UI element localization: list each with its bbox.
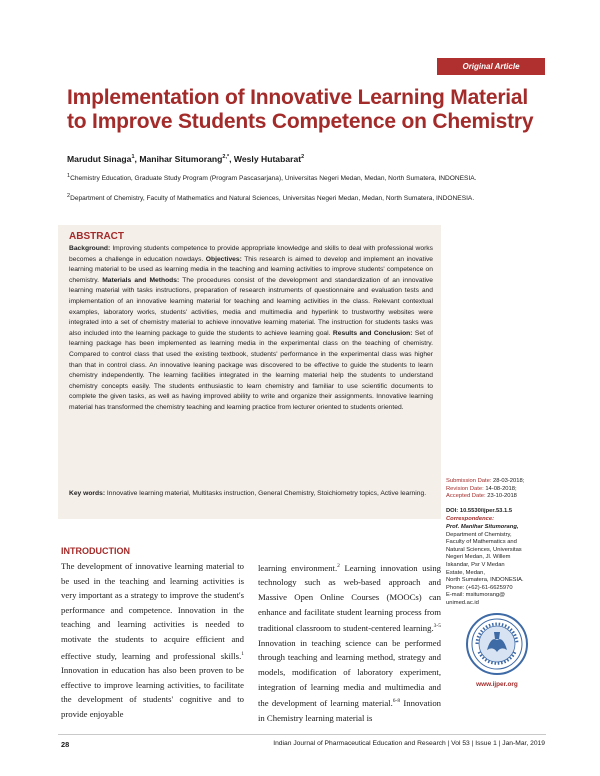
address-line: Natural Sciences, Universitas	[446, 546, 522, 553]
paragraph-text: learning environment.	[258, 562, 338, 573]
keywords	[69, 489, 433, 500]
introduction-column-2	[258, 559, 441, 725]
paragraph-text: Innovation in teaching science can be performed through teaching and learning method, strategy and models, modification of laboratory experiment, integration of learning media and multimedia and the development of learning material.	[258, 637, 441, 709]
paragraph-text: The development of innovative learning material to be used in the teaching and learning activities is very important as a strategy to improve the student's performance and competence. Innovation in the teaching and learning activities is needed to motivate the students to acquire efficient and effective study, learning and professional skills.	[61, 561, 244, 661]
email-line[interactable]: unimed.ac.id	[446, 599, 479, 606]
submission-date: 28-03-2018;	[491, 478, 525, 484]
paragraph-text: Learning innovation using technology such as web-based approach and Massive Open Online Courses (MOOCs) can enhance and facilitate student learning process from traditional classroom to student-centered learning.	[258, 562, 442, 634]
address-line: Iskandar, Psr V Medan	[446, 561, 505, 568]
accepted-label: Accepted Date:	[446, 493, 486, 500]
author-affiliation-mark: 2	[301, 154, 305, 161]
abstract-heading: ABSTRACT	[69, 231, 124, 242]
affiliation-mark: 2	[67, 193, 71, 199]
revision-date: 14-08-2018;	[483, 485, 517, 492]
paragraph-text: Innovation in education has also been proven to be effective to improve learning activities, to facilitate the development of students' cognitive and to provide enjoyable	[61, 665, 244, 719]
footer-divider	[58, 734, 546, 735]
paragraph-text: Innovation in Chemistry learning material is	[258, 698, 442, 723]
article-dates	[446, 478, 546, 501]
revision-label: Revision Date:	[446, 485, 484, 492]
phone-line: Phone: (+62)-61-6625970	[446, 584, 513, 591]
abstract-results-label: Results and Conclusion:	[332, 329, 413, 337]
accepted-date: 23-10-2018	[485, 493, 517, 500]
abstract-text	[69, 244, 433, 414]
author-separator: ,	[229, 154, 234, 164]
introduction-column-1	[61, 559, 244, 721]
abstract-objectives-label: Objectives:	[205, 255, 242, 263]
journal-website-link[interactable]: www.ijper.org	[476, 681, 518, 688]
email-line[interactable]: E-mail: msitumorang@	[446, 592, 506, 599]
introduction-heading: INTRODUCTION	[61, 546, 130, 556]
keywords-text: Innovative learning material, Multitasks instruction, General Chemistry, Stoichiometry topics, Active learning.	[105, 490, 427, 497]
affiliation-1	[67, 172, 537, 184]
address-line: Estate, Medan,	[446, 569, 485, 576]
keywords-label: Key words:	[69, 490, 106, 497]
abstract-methods-label: Materials and Methods:	[102, 276, 180, 284]
affiliation-text: Department of Chemistry, Faculty of Mathematics and Natural Sciences, Universitas Negeri Medan, Medan, North Sumatera, INDONESIA.	[70, 195, 475, 203]
affiliation-text: Chemistry Education, Graduate Study Program (Program Pascasarjana), Universitas Negeri Medan, Medan, North Sumatera, INDONESIA.	[70, 175, 477, 183]
correspondence-label: Correspondence:	[446, 516, 494, 522]
author-affiliation-mark: 1	[131, 154, 135, 161]
affiliation-mark: 1	[67, 173, 71, 179]
citation-mark[interactable]: 6-8	[392, 698, 401, 705]
submission-label: Submission Date:	[446, 478, 492, 484]
affiliation-2	[67, 192, 537, 204]
abstract-background: Improving students competence to provide appropriate knowledge and skills to deal with professional works becomes a challenge in education nowdays.	[69, 245, 433, 263]
journal-citation: Indian Journal of Pharmaceutical Education and Research | Vol 53 | Issue 1 | Jan-Mar, 2019	[273, 740, 545, 747]
article-type-badge: Original Article	[437, 58, 545, 75]
author-name: Manihar Situmorang	[139, 154, 223, 164]
address-line: Faculty of Mathematics and	[446, 539, 517, 546]
abstract-methods: The procedures consist of the development and standardization of an innovative learning material with tasks instructions, preparation of research instruments of questionnaire and evaluation tests and implementation of an innovative learning material for teaching and learning activities in the class. Relevant contextual examples, laboratory works, students' activities, media and multimedia and hyperlink to trustworthy websites were integrated into a set of chemistry material to achieve innovative learning material. The instruction for students tasks was also included into the learning package to guide the students to achieve learning goal.	[69, 276, 433, 337]
author-list	[67, 154, 547, 164]
abstract-results: Set of learning package has been implemented as learning media in the experimental class on the teaching of chemistry. Compared to control class that used the existing textbook, students' performance in the experimental class was higher than that in control class. An innovative leaning package was discovered to be effective to guide the students to learn chemistry independently. The learning facilities integrated in the learning material help the students to understand chemistry concepts easily. The students enthusiastic to learn chemistry and familiar to use scientific documents to complete the given tasks, as well as having improved ability to write and organize their assignments. Innovative learning material has transformed the chemistry teaching and learning practice from lecturer oriented to students oriented.	[69, 329, 433, 411]
author-affiliation-mark: 2,*	[222, 154, 230, 161]
citation-mark[interactable]: 1	[241, 650, 244, 657]
doi[interactable]: DOI: 10.5530/ijper.53.1.5	[446, 508, 513, 514]
address-line: Negeri Medan, Jl. Willem	[446, 554, 511, 561]
citation-mark[interactable]: 2	[337, 563, 340, 569]
author-name: Wesly Hutabarat	[233, 154, 302, 164]
abstract-background-label: Background:	[69, 245, 111, 252]
article-title: Implementation of Innovative Learning Material to Improve Students Competence on Chemistry	[67, 86, 534, 133]
correspondence-address	[446, 524, 546, 608]
citation-mark[interactable]: 3-5	[433, 623, 441, 630]
page-number: 28	[61, 740, 70, 749]
address-line: North Sumatera, INDONESIA.	[446, 577, 524, 584]
address-line: Department of Chemistry,	[446, 531, 512, 538]
author-name: Marudut Sinaga	[67, 154, 132, 164]
abstract-objectives: This research is aimed to develop and implement an inovative learning material to be used as learning media in the teaching and learning activities to improve students' competence on chemistry.	[69, 255, 434, 284]
journal-seal-logo	[465, 612, 529, 676]
author-separator: ,	[134, 154, 140, 164]
correspondent-name: Prof. Manihar Situmorang,	[446, 524, 519, 530]
